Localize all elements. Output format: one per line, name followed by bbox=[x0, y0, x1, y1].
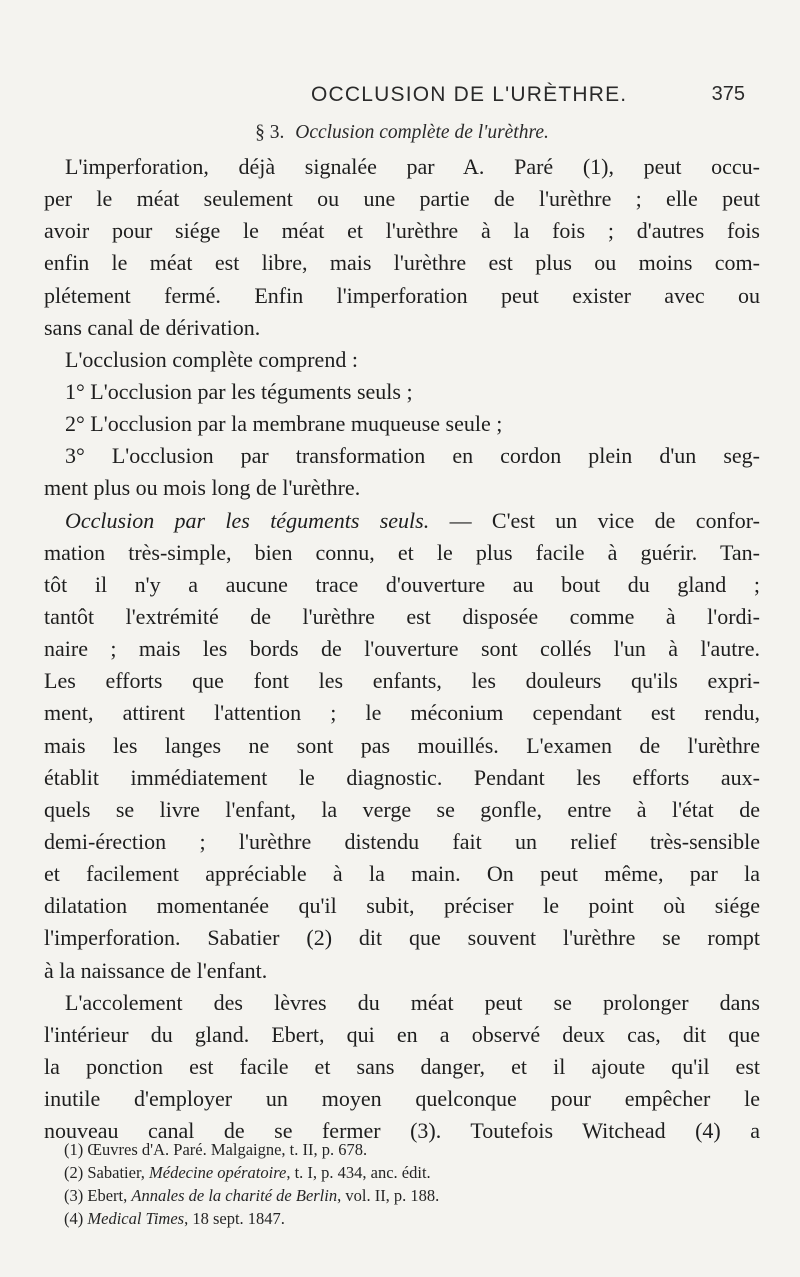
text-line: mation très-simple, bien connu, et le plus facile à guérir. Tan- bbox=[44, 539, 760, 565]
text-line: quels se livre l'enfant, la verge se gonfle, entre à l'état de bbox=[44, 796, 760, 822]
footnote bbox=[64, 1207, 744, 1230]
text-line: l'imperforation. Sabatier (2) dit que souvent l'urèthre se rompt bbox=[44, 925, 760, 951]
footnote bbox=[64, 1138, 744, 1161]
list-item: 3° L'occlusion par transformation en cordon plein d'un seg- bbox=[65, 443, 760, 469]
footnote bbox=[64, 1161, 744, 1184]
subheading-italic: Occlusion par les téguments seuls. bbox=[65, 507, 430, 533]
text-line: la ponction est facile et sans danger, et il ajoute qu'il est bbox=[44, 1053, 760, 1079]
footnote-reference: , vol. II, p. 188. bbox=[337, 1186, 440, 1205]
text-line: ment, attirent l'attention ; le méconium cependant est rendu, bbox=[44, 700, 760, 726]
footnote-work-title: Médecine opératoire bbox=[149, 1163, 287, 1182]
running-header bbox=[44, 83, 744, 107]
footnote-author: Sabatier, bbox=[87, 1163, 150, 1182]
footnote-reference: , t. I, p. 434, anc. édit. bbox=[286, 1163, 431, 1182]
body-text bbox=[44, 151, 760, 1147]
running-title: OCCLUSION DE L'URÈTHRE. bbox=[311, 83, 628, 106]
text-line: plétement fermé. Enfin l'imperforation peut exister avec ou bbox=[44, 282, 760, 308]
footnote-work-title: Annales de la charité de Berlin bbox=[131, 1186, 338, 1205]
text-line: demi-érection ; l'urèthre distendu fait un relief très-sensible bbox=[44, 828, 760, 854]
footnote-mark: (3) bbox=[64, 1186, 84, 1205]
text-line: sans canal de dérivation. bbox=[44, 314, 261, 340]
text-line: per le méat seulement ou une partie de l'urèthre ; elle peut bbox=[44, 186, 760, 212]
section-title: Occlusion complète de l'urèthre. bbox=[295, 122, 549, 143]
text-line: dilatation momentanée qu'il subit, préciser le point où siége bbox=[44, 893, 760, 919]
list-item: 2° L'occlusion par la membrane muqueuse seule ; bbox=[65, 411, 503, 437]
footnote-mark: (1) bbox=[64, 1140, 84, 1159]
text-line: Les efforts que font les enfants, les douleurs qu'ils expri- bbox=[44, 668, 760, 694]
text-line: naire ; mais les bords de l'ouverture sont collés l'un à l'autre. bbox=[44, 636, 760, 662]
text-line: avoir pour siége le méat et l'urèthre à la fois ; d'autres fois bbox=[44, 218, 760, 244]
text-line: nouveau canal de se fermer (3). Toutefois Witchead (4) a bbox=[44, 1118, 760, 1144]
text-line: établit immédiatement le diagnostic. Pendant les efforts aux- bbox=[44, 764, 760, 790]
text-line: et facilement appréciable à la main. On peut même, par la bbox=[44, 861, 760, 887]
footnote-mark: (4) bbox=[64, 1209, 84, 1228]
text-line: mais les langes ne sont pas mouillés. L'examen de l'urèthre bbox=[44, 732, 760, 758]
section-heading bbox=[44, 122, 760, 144]
text-line: tantôt l'extrémité de l'urèthre est disposée comme à l'ordi- bbox=[44, 603, 760, 629]
footnotes bbox=[64, 1138, 744, 1230]
text-line: enfin le méat est libre, mais l'urèthre est plus ou moins com- bbox=[44, 250, 760, 276]
list-item: 1° L'occlusion par les téguments seuls ; bbox=[65, 378, 413, 404]
footnote-reference: , 18 sept. 1847. bbox=[184, 1209, 285, 1228]
section-number: § 3. bbox=[255, 122, 285, 143]
footnote-mark: (2) bbox=[64, 1163, 84, 1182]
text-line bbox=[44, 505, 760, 537]
footnote bbox=[64, 1184, 744, 1207]
footnote-author: Ebert, bbox=[87, 1186, 132, 1205]
text-line: inutile d'employer un moyen quelconque pour empêcher le bbox=[44, 1086, 760, 1112]
page-number: 375 bbox=[711, 83, 745, 105]
text-line: ment plus ou mois long de l'urèthre. bbox=[44, 475, 361, 501]
footnote-work-title: Medical Times bbox=[87, 1209, 185, 1228]
book-page bbox=[44, 0, 760, 1277]
footnote-text: Œuvres d'A. Paré. Malgaigne, t. II, p. 678. bbox=[87, 1140, 368, 1159]
text-line: L'accolement des lèvres du méat peut se prolonger dans bbox=[65, 989, 760, 1015]
text-line: l'intérieur du gland. Ebert, qui en a observé deux cas, dit que bbox=[44, 1021, 760, 1047]
text-line: à la naissance de l'enfant. bbox=[44, 957, 268, 983]
text-line: tôt il n'y a aucune trace d'ouverture au bout du gland ; bbox=[44, 571, 760, 597]
subheading-continuation: — C'est un vice de confor- bbox=[429, 507, 760, 533]
text-line: L'imperforation, déjà signalée par A. Paré (1), peut occu- bbox=[65, 154, 760, 179]
text-line: L'occlusion complète comprend : bbox=[65, 346, 358, 372]
